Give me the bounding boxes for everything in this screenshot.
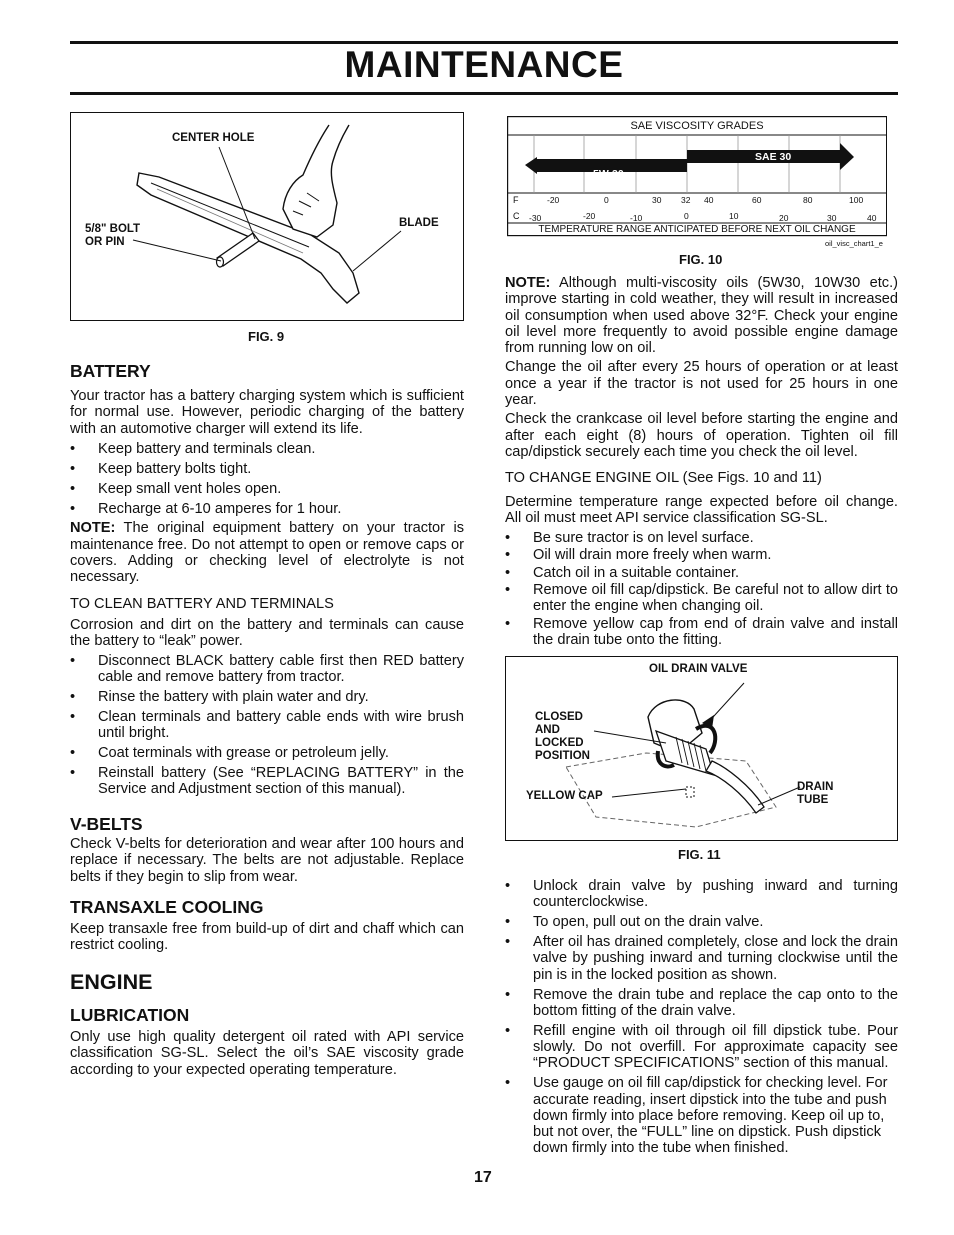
- drain-bullet-list: [505, 878, 898, 1157]
- tick-label: -20: [583, 211, 596, 221]
- tick-label: 32: [681, 195, 691, 205]
- fig9-label-bolt-1: 5/8" BOLT: [85, 223, 141, 235]
- battery-intro: Your tractor has a battery charging system which is sufficient for normal use. However, periodic charging of the battery with an automotive charger will extend its life.: [70, 388, 464, 437]
- fig9-caption: FIG. 9: [248, 329, 285, 344]
- list-item: • Keep battery bolts tight.: [70, 461, 464, 477]
- note-text: The original equipment battery on your tractor is maintenance free. Do not attempt to open or remove caps or covers. Adding or checking level of electrolyte is not necessary.: [70, 520, 464, 586]
- tick-label: 20: [779, 213, 789, 223]
- list-item: • Clean terminals and battery cable ends with wire brush until bright.: [70, 709, 464, 742]
- chart-bar-label-5w30: 5W-30: [593, 168, 624, 180]
- tick-label: 30: [652, 195, 662, 205]
- oil-section: [505, 275, 898, 649]
- page-number: 17: [474, 1169, 492, 1186]
- change-oil-heading: TO CHANGE ENGINE OIL (See Figs. 10 and 11): [505, 470, 822, 487]
- list-item: • Disconnect BLACK battery cable first then RED battery cable and remove battery from tractor.: [70, 653, 464, 686]
- note-text: Although multi-viscosity oils (5W30, 10W30 etc.) improve starting in cold weather, they will result in increased oil consumption when used above 32°F. Check your engine oil level more frequently to avoid possible engine damage from running low on oil.: [505, 275, 898, 357]
- fig9-label-center-hole: CENTER HOLE: [172, 132, 255, 144]
- note-label: NOTE:: [505, 275, 551, 291]
- fig10-viscosity-chart: [507, 116, 886, 248]
- tick-label: 0: [684, 211, 689, 221]
- fig9-blade-illustration: [70, 112, 464, 321]
- battery-section: [70, 361, 464, 801]
- fig11-label-closed-3: LOCKED: [535, 737, 584, 749]
- chart-c-label: C: [513, 211, 520, 221]
- list-item: • Rinse the battery with plain water and dry.: [70, 689, 464, 705]
- list-item: • Keep small vent holes open.: [70, 481, 464, 497]
- fig11-drain-valve-illustration: [505, 656, 898, 841]
- list-item: • To open, pull out on the drain valve.: [505, 914, 898, 930]
- oil-check-level: Check the crankcase oil level before starting the engine and after each eight (8) hours of operation. Tighten oil fill cap/dipstick securely each time you check the oil level.: [505, 411, 898, 460]
- fig11-label-closed-1: CLOSED: [535, 711, 583, 723]
- oil-note: [505, 275, 898, 356]
- transaxle-section: [70, 897, 464, 954]
- list-item: • Recharge at 6-10 amperes for 1 hour.: [70, 501, 464, 517]
- tick-label: 0: [604, 195, 609, 205]
- fig11-label-valve: OIL DRAIN VALVE: [649, 663, 748, 675]
- chart-code: oil_visc_chart1_e: [825, 239, 883, 248]
- vbelts-section: [70, 814, 464, 885]
- list-item: • Remove yellow cap from end of drain valve and install the drain tube onto the fitting.: [505, 616, 898, 649]
- list-item: • Unlock drain valve by pushing inward and turning counterclockwise.: [505, 878, 898, 911]
- change-oil-bullet-list: [505, 530, 898, 648]
- fig10-caption: FIG. 10: [679, 252, 723, 267]
- fig11-label-drain-2: TUBE: [797, 794, 829, 806]
- list-item: • Remove the drain tube and replace the cap onto to the bottom fitting of the drain valve.: [505, 987, 898, 1020]
- tick-label: 40: [867, 213, 877, 223]
- list-item: • Keep battery and terminals clean.: [70, 441, 464, 457]
- chart-f-label: F: [513, 195, 519, 205]
- battery-bullet-list: [70, 441, 464, 517]
- list-item: • After oil has drained completely, close and lock the drain valve by pushing inward and turning clockwise until the pin is in the locked position as shown.: [505, 934, 898, 983]
- vbelts-heading: V-BELTS: [70, 814, 143, 834]
- note-label: NOTE:: [70, 520, 116, 537]
- tick-label: -20: [547, 195, 560, 205]
- list-item: • Oil will drain more freely when warm.: [505, 547, 898, 563]
- tick-label: 30: [827, 213, 837, 223]
- chart-footer: TEMPERATURE RANGE ANTICIPATED BEFORE NEXT OIL CHANGE: [538, 224, 856, 235]
- list-item: • Reinstall battery (See “REPLACING BATTERY” in the Service and Adjustment section of this manual).: [70, 765, 464, 798]
- list-item: • Use gauge on oil fill cap/dipstick for checking level. For accurate reading, insert dipstick into the tube and push down firmly into place before removing. Keep oil up to, but not over, the “FULL” line on dipstick. Push dipstick down firmly into the tube when finished.: [505, 1075, 898, 1156]
- clean-battery-bullet-list: [70, 653, 464, 798]
- fig11-label-drain-1: DRAIN: [797, 781, 834, 793]
- engine-heading: ENGINE: [70, 970, 153, 994]
- clean-battery-heading: TO CLEAN BATTERY AND TERMINALS: [70, 595, 334, 612]
- tick-label: -10: [630, 213, 643, 223]
- lubrication-heading: LUBRICATION: [70, 1005, 190, 1025]
- list-item: • Catch oil in a suitable container.: [505, 565, 898, 581]
- list-item: • Be sure tractor is on level surface.: [505, 530, 898, 546]
- fig9-label-blade: BLADE: [399, 217, 439, 229]
- fig11-label-closed-2: AND: [535, 724, 560, 736]
- battery-note: [70, 520, 464, 585]
- fig9-label-bolt-2: OR PIN: [85, 236, 125, 248]
- tick-label: 60: [752, 195, 762, 205]
- lubrication-text: Only use high quality detergent oil rated with API service classification SG-SL. Select the oil’s SAE viscosity grade according to your expected operating temperature.: [70, 1029, 464, 1078]
- vbelts-text: Check V-belts for deterioration and wear after 100 hours and replace if necessary. The belts are not adjustable. Replace belts if they begin to slip from wear.: [70, 836, 464, 885]
- tick-label: 10: [729, 211, 739, 221]
- fig11-caption: FIG. 11: [678, 847, 721, 862]
- change-oil-intro: Determine temperature range expected before oil change. All oil must meet API service classification SG-SL.: [505, 493, 898, 526]
- battery-heading: BATTERY: [70, 361, 151, 381]
- transaxle-heading: TRANSAXLE COOLING: [70, 897, 264, 917]
- header-rule-bottom: [70, 92, 898, 95]
- clean-battery-intro: Corrosion and dirt on the battery and terminals can cause the battery to “leak” power.: [70, 616, 464, 650]
- chart-bar-label-sae30: SAE 30: [755, 151, 792, 163]
- fig11-label-closed-4: POSITION: [535, 750, 590, 762]
- list-item: • Refill engine with oil through oil fill dipstick tube. Pour slowly. Do not overfill. For approximate capacity see “PRODUCT SPECIFICATIONS” section of this manual.: [505, 1023, 898, 1072]
- fig11-label-yellow-cap: YELLOW CAP: [526, 790, 603, 802]
- tick-label: 80: [803, 195, 813, 205]
- transaxle-text: Keep transaxle free from build-up of dirt and chaff which can restrict cooling.: [70, 921, 464, 954]
- oil-change-interval: Change the oil after every 25 hours of operation or at least once a year if the tractor is not used for 25 hours in one year.: [505, 359, 898, 409]
- tick-label: 100: [849, 195, 864, 205]
- chart-title: SAE VISCOSITY GRADES: [630, 120, 764, 132]
- tick-label: 40: [704, 195, 714, 205]
- page-title: MAINTENANCE: [344, 44, 624, 85]
- list-item: • Remove oil fill cap/dipstick. Be careful not to allow dirt to enter the engine when changing oil.: [505, 582, 898, 615]
- tick-label: -30: [529, 213, 542, 223]
- engine-section: [70, 970, 464, 1078]
- list-item: • Coat terminals with grease or petroleum jelly.: [70, 745, 464, 761]
- drain-section: [505, 878, 898, 1160]
